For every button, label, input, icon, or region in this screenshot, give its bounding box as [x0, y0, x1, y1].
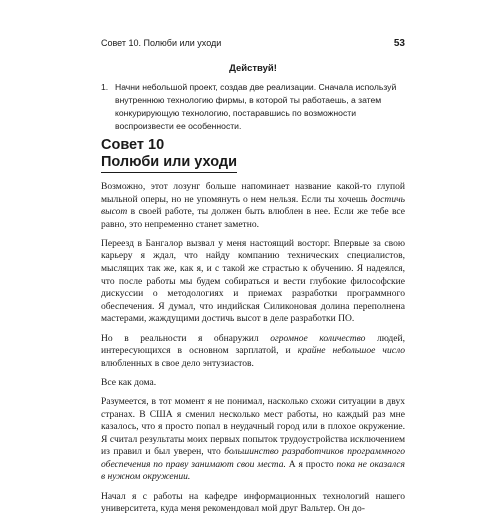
paragraph	[101, 238, 405, 326]
emphasis-text: достичь высот	[101, 193, 405, 218]
body-text	[101, 181, 405, 522]
text-run: Переезд в Бангалор вызвал у меня настоящий восторг. Впервые за свою карьеру я ждал, что найду компанию технических специалистов, мыслящих так же, как я, и с такой же страстью к обучению. Я надеялся, что после работы мы будем собираться и вести глубокие философские дискуссии о методологиях и приемах разработки программного обеспечения. Я думал, что индийская Силиконовая долина переполнена мастерами, жаждущими достичь высот в деле разработки ПО.	[101, 237, 405, 325]
paragraph	[101, 491, 405, 516]
text-run: людей, интересующихся в основном зарплатой, и	[101, 332, 405, 357]
section-title: Полюби или уходи	[101, 154, 237, 173]
emphasis-text: большинство разработчиков программного обеспечения по праву занимают свои места.	[101, 446, 405, 470]
text-run: в своей работе, ты должен быть влюблен в нее. Если же тебе все равно, это непременно станет заметно.	[101, 206, 405, 230]
paragraph	[101, 396, 405, 484]
action-box	[101, 62, 405, 133]
text-run: А я просто	[285, 458, 337, 470]
emphasis-text: крайне небольшое число	[297, 345, 406, 357]
section-heading	[101, 137, 405, 173]
section-number: Совет 10	[101, 137, 165, 153]
action-item-number: 1.	[101, 82, 109, 92]
paragraph	[101, 181, 405, 231]
page-number: 53	[393, 38, 405, 49]
action-item	[101, 81, 405, 133]
running-header	[101, 38, 405, 49]
text-run: влюбленных в свое дело энтузиастов.	[101, 357, 254, 369]
chapter-title: Совет 10. Полюби или уходи	[101, 38, 222, 48]
paragraph	[101, 333, 405, 371]
text-run: Начал я с работы на кафедре информационных технологий нашего университета, куда меня рекомендовал мой друг Вальтер. Он до-	[101, 490, 405, 515]
action-item-text: Начни небольшой проект, создав две реализации. Сначала используй внутреннюю технологию фирмы, в которой ты работаешь, а затем конкурирующую технологию, постаравшись по возможности воспроизвести ее особенности.	[115, 82, 397, 131]
paragraph	[101, 377, 405, 390]
emphasis-text: огромное количество	[270, 332, 366, 344]
emphasis-text: пока не оказался в нужном окружении.	[101, 458, 405, 483]
action-title: Действуй!	[229, 63, 277, 74]
text-run: Возможно, этот лозунг больше напоминает название какой-то глупой мыльной оперы, но не упомянуть о нем нельзя. Если ты хочешь	[101, 181, 405, 205]
text-run: Все как дома.	[101, 376, 157, 388]
text-run: Но в реальности я обнаружил	[101, 332, 271, 344]
text-run: Разумеется, в тот момент я не понимал, насколько схожи ситуации в двух странах. В США я сменил несколько мест работы, но каждый раз мне казалось, что я просто попал в неудачный город или в плохое окружение. Я считал результаты моих первых попыток трудоустройства исключением из правил и был уверен, что	[101, 395, 405, 458]
